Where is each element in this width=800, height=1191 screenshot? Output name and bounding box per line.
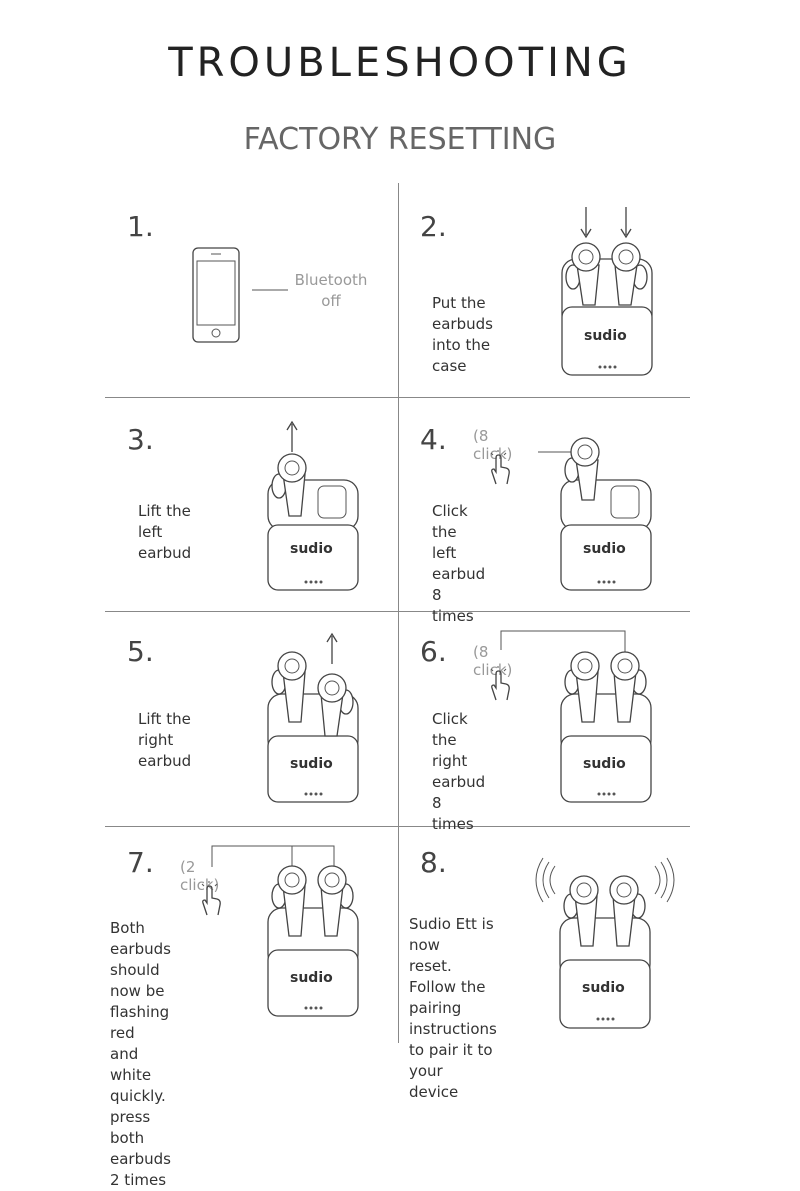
grid-divider-vertical	[398, 183, 399, 1043]
step-number: 5.	[127, 635, 154, 668]
step-number: 3.	[127, 423, 154, 456]
reset-complete-illustration	[533, 852, 678, 1030]
step-caption: Lift the left earbud	[138, 502, 192, 562]
step-number: 7.	[127, 846, 154, 879]
signal-waves-icon	[536, 858, 674, 902]
section-subtitle: FACTORY RESETTING	[243, 122, 557, 157]
bluetooth-off-label: Bluetooth off	[294, 271, 368, 310]
step-number: 8.	[420, 846, 447, 879]
grid-divider-horizontal	[105, 611, 690, 612]
step-number: 1.	[127, 210, 154, 243]
step-caption: Put the earbuds into the case	[432, 294, 493, 375]
page-title: TROUBLESHOOTING	[168, 40, 632, 86]
click-count-label: (8 click)	[473, 643, 513, 679]
lift-left-earbud-illustration	[266, 420, 361, 592]
click-count-label: (2 click)	[180, 858, 220, 894]
brand-logo: sudio	[584, 328, 627, 344]
lift-right-earbud-illustration	[266, 632, 361, 804]
grid-divider-horizontal	[105, 397, 690, 398]
finger-tap-icon	[486, 666, 514, 702]
step-caption: Click the right earbud 8 times	[432, 710, 486, 833]
step-caption: Sudio Ett is now reset. Follow the pairing instructions to pair it to your device	[409, 915, 497, 1101]
smartphone-icon	[192, 247, 240, 343]
step-caption: Both earbuds should now be flashing red and white quickly. press both earbuds 2 times	[110, 919, 171, 1189]
click-count-label: (8 click)	[473, 427, 513, 463]
svg-text:sudio: sudio	[582, 980, 625, 996]
click-right-earbud-illustration	[559, 632, 654, 804]
svg-text:sudio: sudio	[290, 756, 333, 772]
click-left-earbud-illustration	[559, 420, 654, 592]
step-caption: Click the left earbud 8 times	[432, 502, 486, 625]
step-number: 2.	[420, 210, 447, 243]
finger-tap-icon	[486, 450, 514, 486]
finger-tap-icon	[197, 881, 225, 917]
grid-divider-horizontal	[105, 826, 690, 827]
svg-text:sudio: sudio	[583, 541, 626, 557]
step-caption: Lift the right earbud	[138, 710, 192, 770]
step-number: 4.	[420, 423, 447, 456]
svg-text:sudio: sudio	[290, 541, 333, 557]
press-both-earbuds-illustration	[266, 846, 361, 1018]
step-number: 6.	[420, 635, 447, 668]
earbuds-in-case-illustration	[560, 207, 655, 377]
svg-text:sudio: sudio	[290, 970, 333, 986]
connector-line	[252, 289, 288, 291]
svg-text:sudio: sudio	[583, 756, 626, 772]
